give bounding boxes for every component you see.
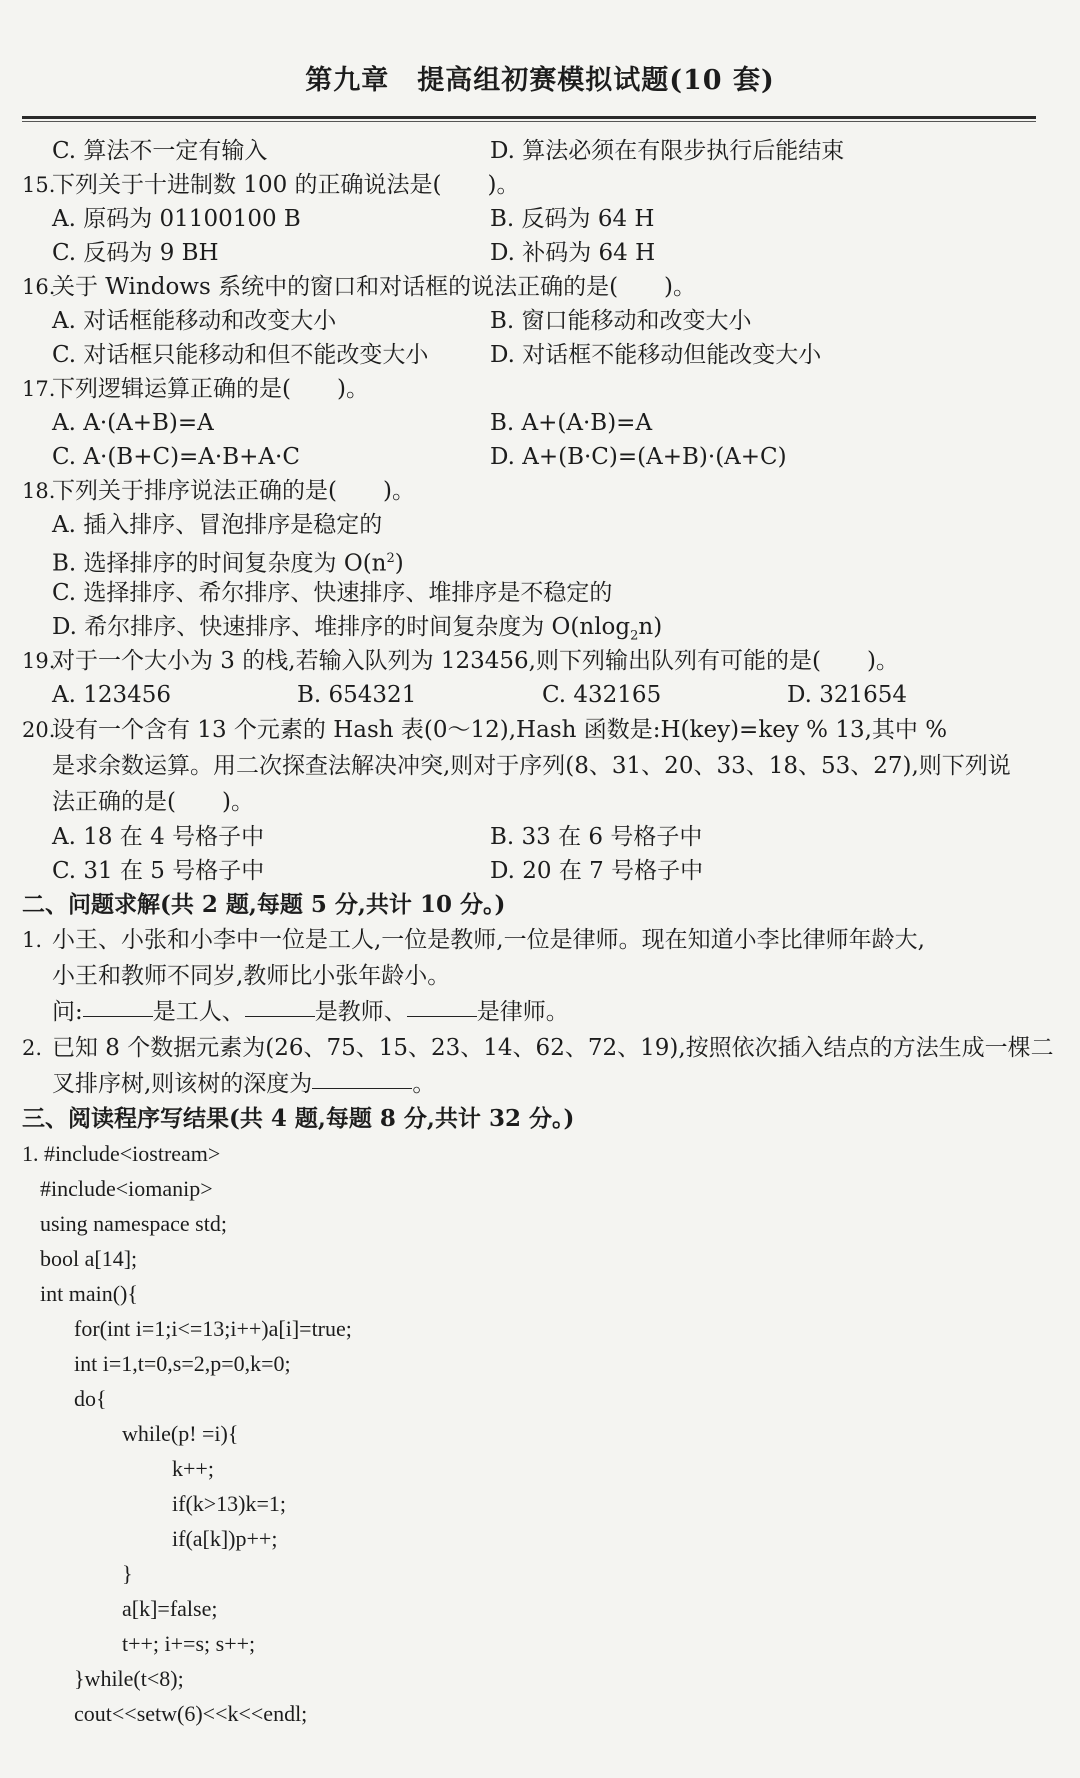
question-16-options-ab (22, 304, 1052, 338)
option-a: A. 插入排序、冒泡排序是稳定的 (52, 512, 383, 538)
option-d: D. 补码为 64 H (490, 240, 656, 266)
code-line: bool a[14]; (40, 1246, 138, 1271)
problem-text: 已知 8 个数据元素为(26、75、15、23、14、62、72、19),按照依次插入结点的方法生成一棵二 (52, 1035, 1054, 1061)
question-20-options-ab (22, 820, 1052, 854)
question-number: 17. (22, 377, 56, 401)
option-a: A. 18 在 4 号格子中 (52, 824, 265, 850)
section-2-heading: 二、问题求解(共 2 题,每题 5 分,共计 10 分。) (22, 891, 506, 918)
question-18-option-c (22, 576, 1052, 610)
code-line: if(a[k])p++; (172, 1526, 278, 1551)
option-c: C. 31 在 5 号格子中 (52, 858, 265, 884)
answer-blank-teacher[interactable] (245, 994, 315, 1017)
code-line: int i=1,t=0,s=2,p=0,k=0; (74, 1351, 291, 1376)
code-line: while(p! =i){ (122, 1421, 239, 1446)
problem-text: 。 (412, 1071, 436, 1097)
problem-2-line2 (22, 1066, 1052, 1102)
option-c: C. 432165 (542, 682, 662, 708)
code-line: } (122, 1561, 133, 1586)
option-b: B. 选择排序的时间复杂度为 $O(n^2)$ (52, 550, 404, 577)
problem-1-line1 (22, 922, 1052, 958)
exam-content (22, 134, 1052, 1731)
code-line: if(k>13)k=1; (172, 1491, 287, 1516)
question-20-line1 (22, 712, 1052, 748)
code-line: cout<<setw(6)<<k<<endl; (74, 1701, 308, 1726)
question-16-stem (22, 270, 1052, 304)
code-line: using namespace std; (40, 1211, 227, 1236)
question-number: 16. (22, 275, 56, 299)
option-b: B. A+(A·B)=A (490, 410, 653, 436)
code-line: int main(){ (40, 1281, 138, 1306)
problem-text: 小王和教师不同岁,教师比小张年龄小。 (52, 963, 451, 989)
question-15-options-ab (22, 202, 1052, 236)
answer-blank-lawyer[interactable] (407, 994, 477, 1017)
code-line: k++; (172, 1456, 214, 1481)
option-d: D. 希尔排序、快速排序、堆排序的时间复杂度为 O(nlog$_2$n) (52, 614, 663, 644)
question-16-options-cd (22, 338, 1052, 372)
question-15-options-cd (22, 236, 1052, 270)
option-d: D. 20 在 7 号格子中 (490, 858, 704, 884)
page-header: 第九章 提高组初赛模拟试题(10 套) (305, 65, 775, 96)
code-line: a[k]=false; (122, 1596, 218, 1621)
problem-1-line2 (22, 958, 1052, 994)
question-number: 19. (22, 649, 56, 673)
option-d: D. 321654 (787, 682, 908, 708)
question-stem: 下列关于十进制数 100 的正确说法是( )。 (52, 172, 520, 198)
option-b: B. 窗口能移动和改变大小 (490, 308, 752, 334)
problem-text: 小王、小张和小李中一位是工人,一位是教师,一位是律师。现在知道小李比律师年龄大, (52, 927, 925, 953)
question-number: 20. (22, 718, 56, 742)
option-a: A. A·(A+B)=A (52, 410, 214, 436)
program-number: 1. (22, 1141, 39, 1166)
question-number: 15. (22, 173, 56, 197)
option-b: B. 33 在 6 号格子中 (490, 824, 703, 850)
option-b: B. 反码为 64 H (490, 206, 655, 232)
option-b: B. 654321 (297, 682, 417, 708)
question-stem: 下列逻辑运算正确的是( )。 (52, 376, 369, 402)
blank-suffix: 是律师。 (476, 999, 569, 1025)
question-stem-line: 法正确的是( )。 (52, 789, 254, 815)
question-20-line3 (22, 784, 1052, 820)
question-stem: 下列关于排序说法正确的是( )。 (52, 478, 415, 504)
question-14-options (22, 134, 1052, 168)
option-a: A. 对话框能移动和改变大小 (52, 308, 337, 334)
question-18-stem (22, 474, 1052, 508)
question-number: 18. (22, 479, 56, 503)
code-line: 1. #include<iostream> (22, 1141, 221, 1166)
code-line: }while(t<8); (74, 1666, 184, 1691)
question-17-options-cd (22, 440, 1052, 474)
question-18-option-d (22, 610, 1052, 644)
ask-label: 问: (52, 999, 83, 1025)
question-20-options-cd (22, 854, 1052, 888)
answer-blank-depth[interactable] (312, 1066, 412, 1089)
blank-suffix: 是工人、 (152, 999, 245, 1025)
question-stem-line: 设有一个含有 13 个元素的 Hash 表(0～12),Hash 函数是:H(key)=key % 13,其中 % (52, 717, 948, 743)
option-d: D. 对话框不能移动但能改变大小 (490, 342, 822, 368)
question-17-stem (22, 372, 1052, 406)
question-17-options-ab (22, 406, 1052, 440)
question-stem-line: 是求余数运算。用二次探查法解决冲突,则对于序列(8、31、20、33、18、53、27),则下列说 (52, 753, 1011, 779)
question-18-option-b (22, 542, 1052, 576)
header-rule-thin (22, 121, 1036, 122)
problem-2-line1 (22, 1030, 1052, 1066)
code-line: do{ (74, 1386, 107, 1411)
option-d: D. 算法必须在有限步执行后能结束 (490, 138, 845, 164)
problem-1-answer (22, 994, 1052, 1030)
option-a: A. 123456 (52, 682, 172, 708)
answer-blank-worker[interactable] (83, 994, 153, 1017)
question-19-options (22, 678, 1052, 712)
question-stem: 关于 Windows 系统中的窗口和对话框的说法正确的是( )。 (52, 274, 697, 300)
code-line: #include<iomanip> (40, 1176, 213, 1201)
code-line: for(int i=1;i<=13;i++)a[i]=true; (74, 1316, 352, 1341)
blank-suffix: 是教师、 (314, 999, 407, 1025)
option-c: C. 选择排序、希尔排序、快速排序、堆排序是不稳定的 (52, 580, 613, 606)
option-a: A. 原码为 01100100 B (52, 206, 301, 232)
code-line: t++; i+=s; s++; (122, 1631, 256, 1656)
option-d: D. A+(B·C)=(A+B)·(A+C) (490, 444, 787, 470)
problem-number: 1. (22, 928, 43, 952)
question-stem: 对于一个大小为 3 的栈,若输入队列为 123456,则下列输出队列有可能的是( )。 (52, 648, 899, 674)
section-3-heading: 三、阅读程序写结果(共 4 题,每题 8 分,共计 32 分。) (22, 1105, 575, 1132)
option-c: C. 对话框只能移动和但不能改变大小 (52, 342, 429, 368)
question-15-stem (22, 168, 1052, 202)
problem-text: 叉排序树,则该树的深度为 (52, 1071, 313, 1097)
question-20-line2 (22, 748, 1052, 784)
question-18-option-a (22, 508, 1052, 542)
question-19-stem (22, 644, 1052, 678)
option-c: C. 反码为 9 BH (52, 240, 219, 266)
option-c: C. A·(B+C)=A·B+A·C (52, 444, 300, 470)
option-c: C. 算法不一定有输入 (52, 138, 268, 164)
problem-number: 2. (22, 1036, 43, 1060)
header-rule (22, 116, 1036, 119)
